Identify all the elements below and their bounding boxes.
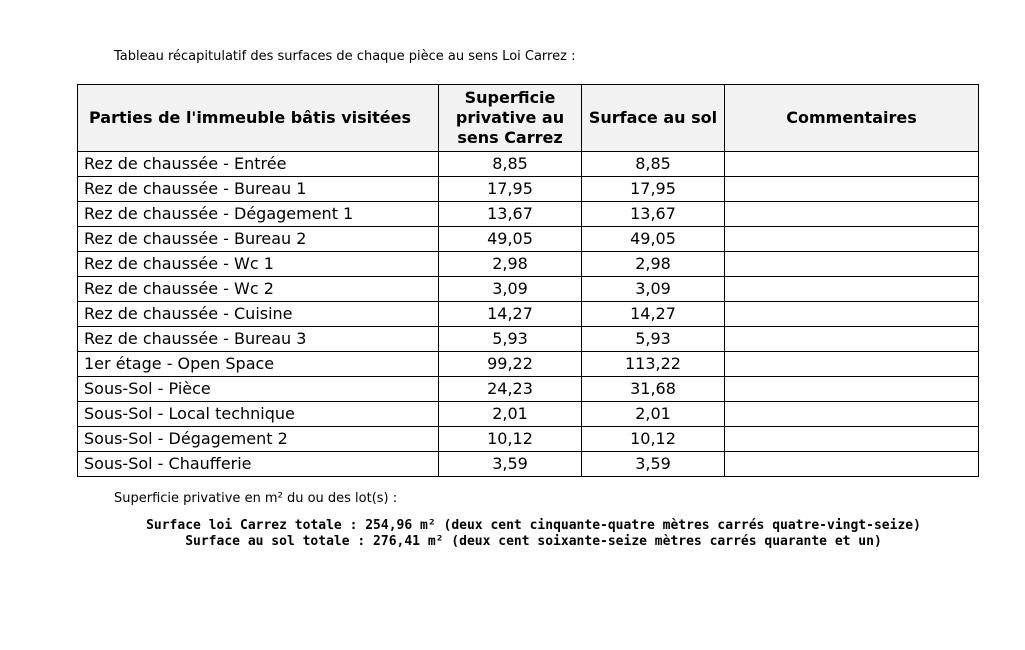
table-row [78, 227, 979, 252]
lot-subtitle: Superficie privative en m² du ou des lot(s) : [114, 491, 398, 506]
cell-commentaire [725, 177, 979, 202]
table-row [78, 152, 979, 177]
cell-commentaire [725, 352, 979, 377]
cell-surface-sol: 2,01 [582, 402, 725, 427]
cell-piece: Rez de chaussée - Wc 1 [78, 252, 439, 277]
cell-piece: Sous-Sol - Chaufferie [78, 452, 439, 477]
table-row [78, 452, 979, 477]
table-row [78, 252, 979, 277]
cell-piece: Rez de chaussée - Bureau 2 [78, 227, 439, 252]
table-row [78, 327, 979, 352]
table-row [78, 302, 979, 327]
cell-piece: Rez de chaussée - Bureau 3 [78, 327, 439, 352]
header-surface-sol: Surface au sol [582, 85, 725, 152]
cell-superficie-carrez: 10,12 [439, 427, 582, 452]
cell-superficie-carrez: 49,05 [439, 227, 582, 252]
table-row [78, 427, 979, 452]
cell-superficie-carrez: 2,98 [439, 252, 582, 277]
cell-commentaire [725, 327, 979, 352]
cell-superficie-carrez: 24,23 [439, 377, 582, 402]
header-parties: Parties de l'immeuble bâtis visitées [78, 85, 439, 152]
cell-superficie-carrez: 13,67 [439, 202, 582, 227]
table-row [78, 402, 979, 427]
cell-surface-sol: 8,85 [582, 152, 725, 177]
header-superficie-carrez: Superficie privative au sens Carrez [439, 85, 582, 152]
cell-commentaire [725, 302, 979, 327]
cell-surface-sol: 10,12 [582, 427, 725, 452]
cell-piece: Rez de chaussée - Wc 2 [78, 277, 439, 302]
total-carrez: Surface loi Carrez totale : 254,96 m² (deux cent cinquante-quatre mètres carrés quatre-vingt-seize) [146, 518, 921, 533]
cell-commentaire [725, 402, 979, 427]
cell-commentaire [725, 277, 979, 302]
cell-surface-sol: 49,05 [582, 227, 725, 252]
cell-superficie-carrez: 8,85 [439, 152, 582, 177]
cell-surface-sol: 17,95 [582, 177, 725, 202]
cell-superficie-carrez: 2,01 [439, 402, 582, 427]
table-header-row [78, 85, 979, 152]
cell-piece: Rez de chaussée - Entrée [78, 152, 439, 177]
table-row [78, 277, 979, 302]
cell-commentaire [725, 427, 979, 452]
cell-piece: Sous-Sol - Pièce [78, 377, 439, 402]
cell-piece: Sous-Sol - Local technique [78, 402, 439, 427]
cell-commentaire [725, 377, 979, 402]
table-caption: Tableau récapitulatif des surfaces de chaque pièce au sens Loi Carrez : [114, 49, 576, 64]
cell-commentaire [725, 452, 979, 477]
cell-commentaire [725, 152, 979, 177]
totals-block [0, 518, 1025, 550]
table-row [78, 177, 979, 202]
cell-surface-sol: 13,67 [582, 202, 725, 227]
cell-surface-sol: 3,09 [582, 277, 725, 302]
table-row [78, 352, 979, 377]
cell-superficie-carrez: 17,95 [439, 177, 582, 202]
cell-surface-sol: 14,27 [582, 302, 725, 327]
table-row [78, 202, 979, 227]
cell-surface-sol: 2,98 [582, 252, 725, 277]
cell-superficie-carrez: 3,09 [439, 277, 582, 302]
cell-surface-sol: 5,93 [582, 327, 725, 352]
cell-surface-sol: 31,68 [582, 377, 725, 402]
cell-superficie-carrez: 14,27 [439, 302, 582, 327]
table-row [78, 377, 979, 402]
cell-commentaire [725, 202, 979, 227]
total-sol: Surface au sol totale : 276,41 m² (deux cent soixante-seize mètres carrés quarante et un) [185, 534, 882, 549]
cell-commentaire [725, 227, 979, 252]
cell-superficie-carrez: 99,22 [439, 352, 582, 377]
surfaces-table [77, 84, 979, 477]
cell-piece: Rez de chaussée - Dégagement 1 [78, 202, 439, 227]
cell-superficie-carrez: 5,93 [439, 327, 582, 352]
cell-piece: Sous-Sol - Dégagement 2 [78, 427, 439, 452]
cell-piece: Rez de chaussée - Cuisine [78, 302, 439, 327]
cell-piece: Rez de chaussée - Bureau 1 [78, 177, 439, 202]
cell-surface-sol: 3,59 [582, 452, 725, 477]
cell-superficie-carrez: 3,59 [439, 452, 582, 477]
cell-piece: 1er étage - Open Space [78, 352, 439, 377]
header-commentaires: Commentaires [725, 85, 979, 152]
cell-commentaire [725, 252, 979, 277]
table-body [78, 152, 979, 477]
cell-surface-sol: 113,22 [582, 352, 725, 377]
